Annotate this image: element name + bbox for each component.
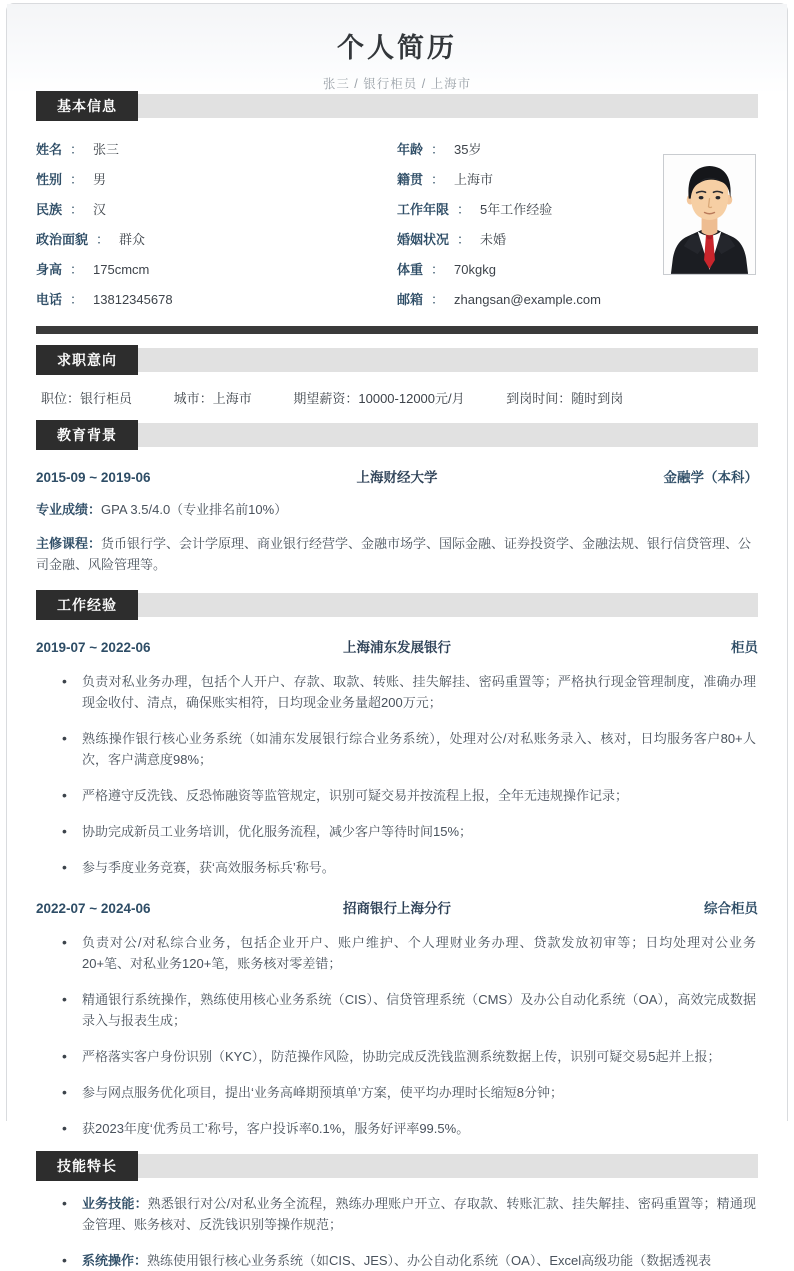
colon: ： [345,391,359,406]
job-bullet: • 参与季度业务竞赛，获‘高效服务标兵’称号。 [82,857,756,878]
job-bullet-list [36,671,758,878]
job-bullet: • 熟练操作银行核心业务系统（如浦东发展银行综合业务系统），处理对公/对私账务录入、核对，日均服务客户80+人次，客户满意度98%； [82,728,756,770]
colon: ： [88,502,102,517]
intent-value: 10000-12000元/月 [358,391,465,406]
job-company: 招商银行上海分行 [343,901,451,916]
education-degree: 金融学（本科） [663,470,758,485]
field-label: 婚姻状况 [397,232,450,247]
job-company: 上海浦东发展银行 [343,640,451,655]
colon: ： [134,1196,148,1211]
education-courses-line [36,533,758,575]
job-bullet: • 获2023年度‘优秀员工’称号，客户投诉率0.1%，服务好评率99.5%。 [82,1118,756,1139]
job-role: 柜员 [731,640,758,655]
education-school: 上海财经大学 [356,470,438,485]
profile-photo [663,154,756,275]
job-bullet: • 协助完成新员工业务培训，优化服务流程，减少客户等待时间15%； [82,821,756,842]
job-period: 2019-07 ~ 2022-06 [36,640,151,655]
field-value: 5年工作经验 [480,202,553,217]
page-subtitle: 张三 / 银行柜员 / 上海市 [322,77,472,91]
field-value: 张三 [93,142,120,157]
courses-label: 主修课程 [36,536,89,551]
job-bullet: • 负责对公/对私综合业务，包括企业开户、账户维护、个人理财业务办理、贷款发放初审等；日均处理对公业务20+笔、对私业务120+笔，账务核对零差错； [82,932,756,974]
resume-page [6,3,788,1268]
field-value: 未婚 [480,232,507,247]
job-entry [36,897,758,1139]
section-bar-education [36,423,758,447]
section-title-job-intent: 求职意向 [36,345,138,375]
courses-text: 货币银行学、会计学原理、商业银行经营学、金融市场学、国际金融、证券投资学、金融法规、银行信贷管理、公司金融、风险管理等。 [36,536,752,572]
field-value: 汉 [93,202,107,217]
colon: ： [199,391,213,406]
field-value: 上海市 [454,172,494,187]
field-gender [36,165,397,195]
section-bar-basic-info [36,94,758,118]
field-political-status [36,225,397,255]
basic-info-block [36,135,758,315]
job-entry [36,636,758,878]
section-bar-skills [36,1154,758,1178]
colon: ： [457,202,471,217]
field-label: 工作年限 [397,202,450,217]
gpa-label: 专业成绩 [36,502,89,517]
portrait-illustration [664,155,755,274]
field-label: 电话 [36,292,63,307]
field-label: 政治面貌 [36,232,89,247]
job-header-row [36,636,758,656]
intent-salary: 期望薪资：10000-12000元/月 [293,391,465,406]
skill-label: 系统操作 [82,1253,135,1268]
field-phone [36,285,397,315]
education-gpa-line [36,499,758,520]
skills-list [36,1193,758,1271]
field-label: 邮箱 [397,292,424,307]
colon: ： [96,232,110,247]
intent-value: 随时到岗 [571,391,624,406]
section-bar-job-intent [36,348,758,372]
section-bar-work [36,593,758,617]
colon: ： [431,292,445,307]
section-title-work: 工作经验 [36,590,138,620]
job-bullet: • 严格遵守反洗钱、反恐怖融资等监管规定，识别可疑交易并按流程上报，全年无违规操作记录； [82,785,756,806]
job-bullet: • 精通银行系统操作，熟练使用核心业务系统（CIS）、信贷管理系统（CMS）及办公自动化系统（OA），高效完成数据录入与报表生成； [82,989,756,1031]
education-period: 2015-09 ~ 2019-06 [36,470,151,485]
job-period: 2022-07 ~ 2024-06 [36,901,151,916]
field-age [397,135,700,165]
skill-text: 熟悉银行对公/对私业务全流程，熟练办理账户开立、存取款、转账汇款、挂失解挂、密码重置等；精通现金管理、账务核对、反洗钱识别等操作规范； [82,1196,756,1232]
colon: ： [70,262,84,277]
field-label: 籍贯 [397,172,424,187]
field-value: 13812345678 [93,292,173,307]
field-value: 175cmcm [93,262,150,277]
intent-availability: 到岗时间：随时到岗 [506,391,624,406]
colon: ： [134,1253,148,1268]
field-email [397,285,700,315]
job-bullet: • 严格落实客户身份识别（KYC），防范操作风险，协助完成反洗钱监测系统数据上传，识别可疑交易5起并上报； [82,1046,756,1067]
field-label: 体重 [397,262,424,277]
field-value: 35岁 [454,142,482,157]
field-label: 姓名 [36,142,63,157]
job-bullet-list [36,932,758,1139]
job-role: 综合柜员 [704,901,758,916]
colon: ： [70,292,84,307]
page-title: 个人简历 [337,33,457,63]
colon: ： [431,142,445,157]
colon: ： [457,232,471,247]
field-label: 年龄 [397,142,424,157]
job-header-row [36,897,758,917]
skill-label: 业务技能 [82,1196,135,1211]
section-title-education: 教育背景 [36,420,138,450]
intent-value: 银行柜员 [80,391,133,406]
field-name [36,135,397,165]
colon: ： [431,172,445,187]
field-label: 性别 [36,172,63,187]
job-bullet: • 参与网点服务优化项目，提出‘业务高峰期预填单’方案，使平均办理时长缩短8分钟； [82,1082,756,1103]
job-intent-line [41,389,758,409]
field-height [36,255,397,285]
field-label: 民族 [36,202,63,217]
field-ethnicity [36,195,397,225]
resume-header [7,4,787,94]
colon: ： [70,202,84,217]
section-divider [36,326,758,334]
job-bullet: • 负责对私业务办理，包括个人开户、存款、取款、转账、挂失解挂、密码重置等；严格执行现金管理制度，准确办理现金收付、清点，确保账实相符，日均现金业务量超200万元； [82,671,756,713]
colon: ： [558,391,572,406]
field-weight [397,255,700,285]
field-work-years [397,195,700,225]
section-title-basic-info: 基本信息 [36,91,138,121]
education-header-row [36,466,758,486]
intent-value: 上海市 [212,391,252,406]
skill-item [82,1193,756,1235]
colon: ： [70,142,84,157]
field-value: zhangsan@example.com [454,292,601,307]
field-value: 群众 [119,232,146,247]
field-value: 70kgkg [454,262,496,277]
field-label: 身高 [36,262,63,277]
intent-position: 职位：银行柜员 [41,391,133,406]
field-value: 男 [93,172,107,187]
colon: ： [431,262,445,277]
colon: ： [88,536,102,551]
field-marital-status [397,225,700,255]
intent-city: 城市：上海市 [173,391,252,406]
colon: ： [67,391,81,406]
gpa-text: GPA 3.5/4.0（专业排名前10%） [101,502,288,517]
section-title-skills: 技能特长 [36,1151,138,1181]
skill-text: 熟练使用银行核心业务系统（如CIS、JES）、办公自动化系统（OA）、Excel高级功能（数据透视表 [147,1253,712,1268]
colon: ： [70,172,84,187]
skill-item [82,1250,756,1271]
field-native-place [397,165,700,195]
